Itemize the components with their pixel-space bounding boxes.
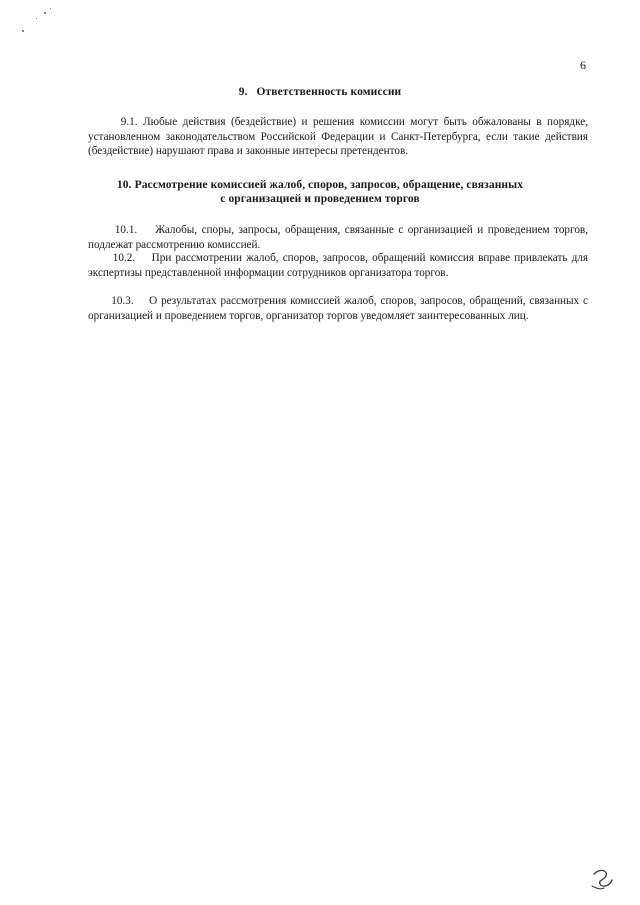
paragraph-9-1: 9.1. Любые действия (бездействие) и решения комиссии могут быть обжалованы в порядке, установленном законодательством Российской Федерации и Санкт-Петербурга, если такие действия (бездействие) нарушают права и законные интересы претендентов.: [88, 116, 588, 157]
scan-speck: [22, 30, 24, 32]
signature-scribble-icon: [588, 866, 620, 892]
scan-speck: [50, 8, 51, 9]
handwritten-signature-mark: [588, 866, 620, 897]
section-10-heading-line-2: с организацией и проведением торгов: [220, 193, 420, 205]
page-number: 6: [580, 58, 586, 72]
section-10-heading: [88, 178, 552, 206]
paragraph-10-3: 10.3. О результатах рассмотрения комиссией жалоб, споров, запросов, обращений, связанных с организацией и проведением торгов, организатор торгов уведомляет заинтересованных лиц.: [88, 295, 588, 322]
paragraph-10-1: 10.1. Жалобы, споры, запросы, обращения, связанные с организацией и проведением торгов, подлежат рассмотрению комиссией.: [88, 224, 588, 251]
scan-speck: [36, 18, 37, 19]
scan-speck: [44, 12, 46, 14]
section-10-heading-line-1: 10. Рассмотрение комиссией жалоб, споров, запросов, обращение, связанных: [116, 179, 524, 191]
paragraph-10-2: 10.2. При рассмотрении жалоб, споров, запросов, обращений комиссия вправе привлекать для экспертизы представленной информации сотрудников организатора торгов.: [88, 252, 588, 279]
section-9-heading: 9. Ответственность комиссии: [238, 86, 402, 98]
